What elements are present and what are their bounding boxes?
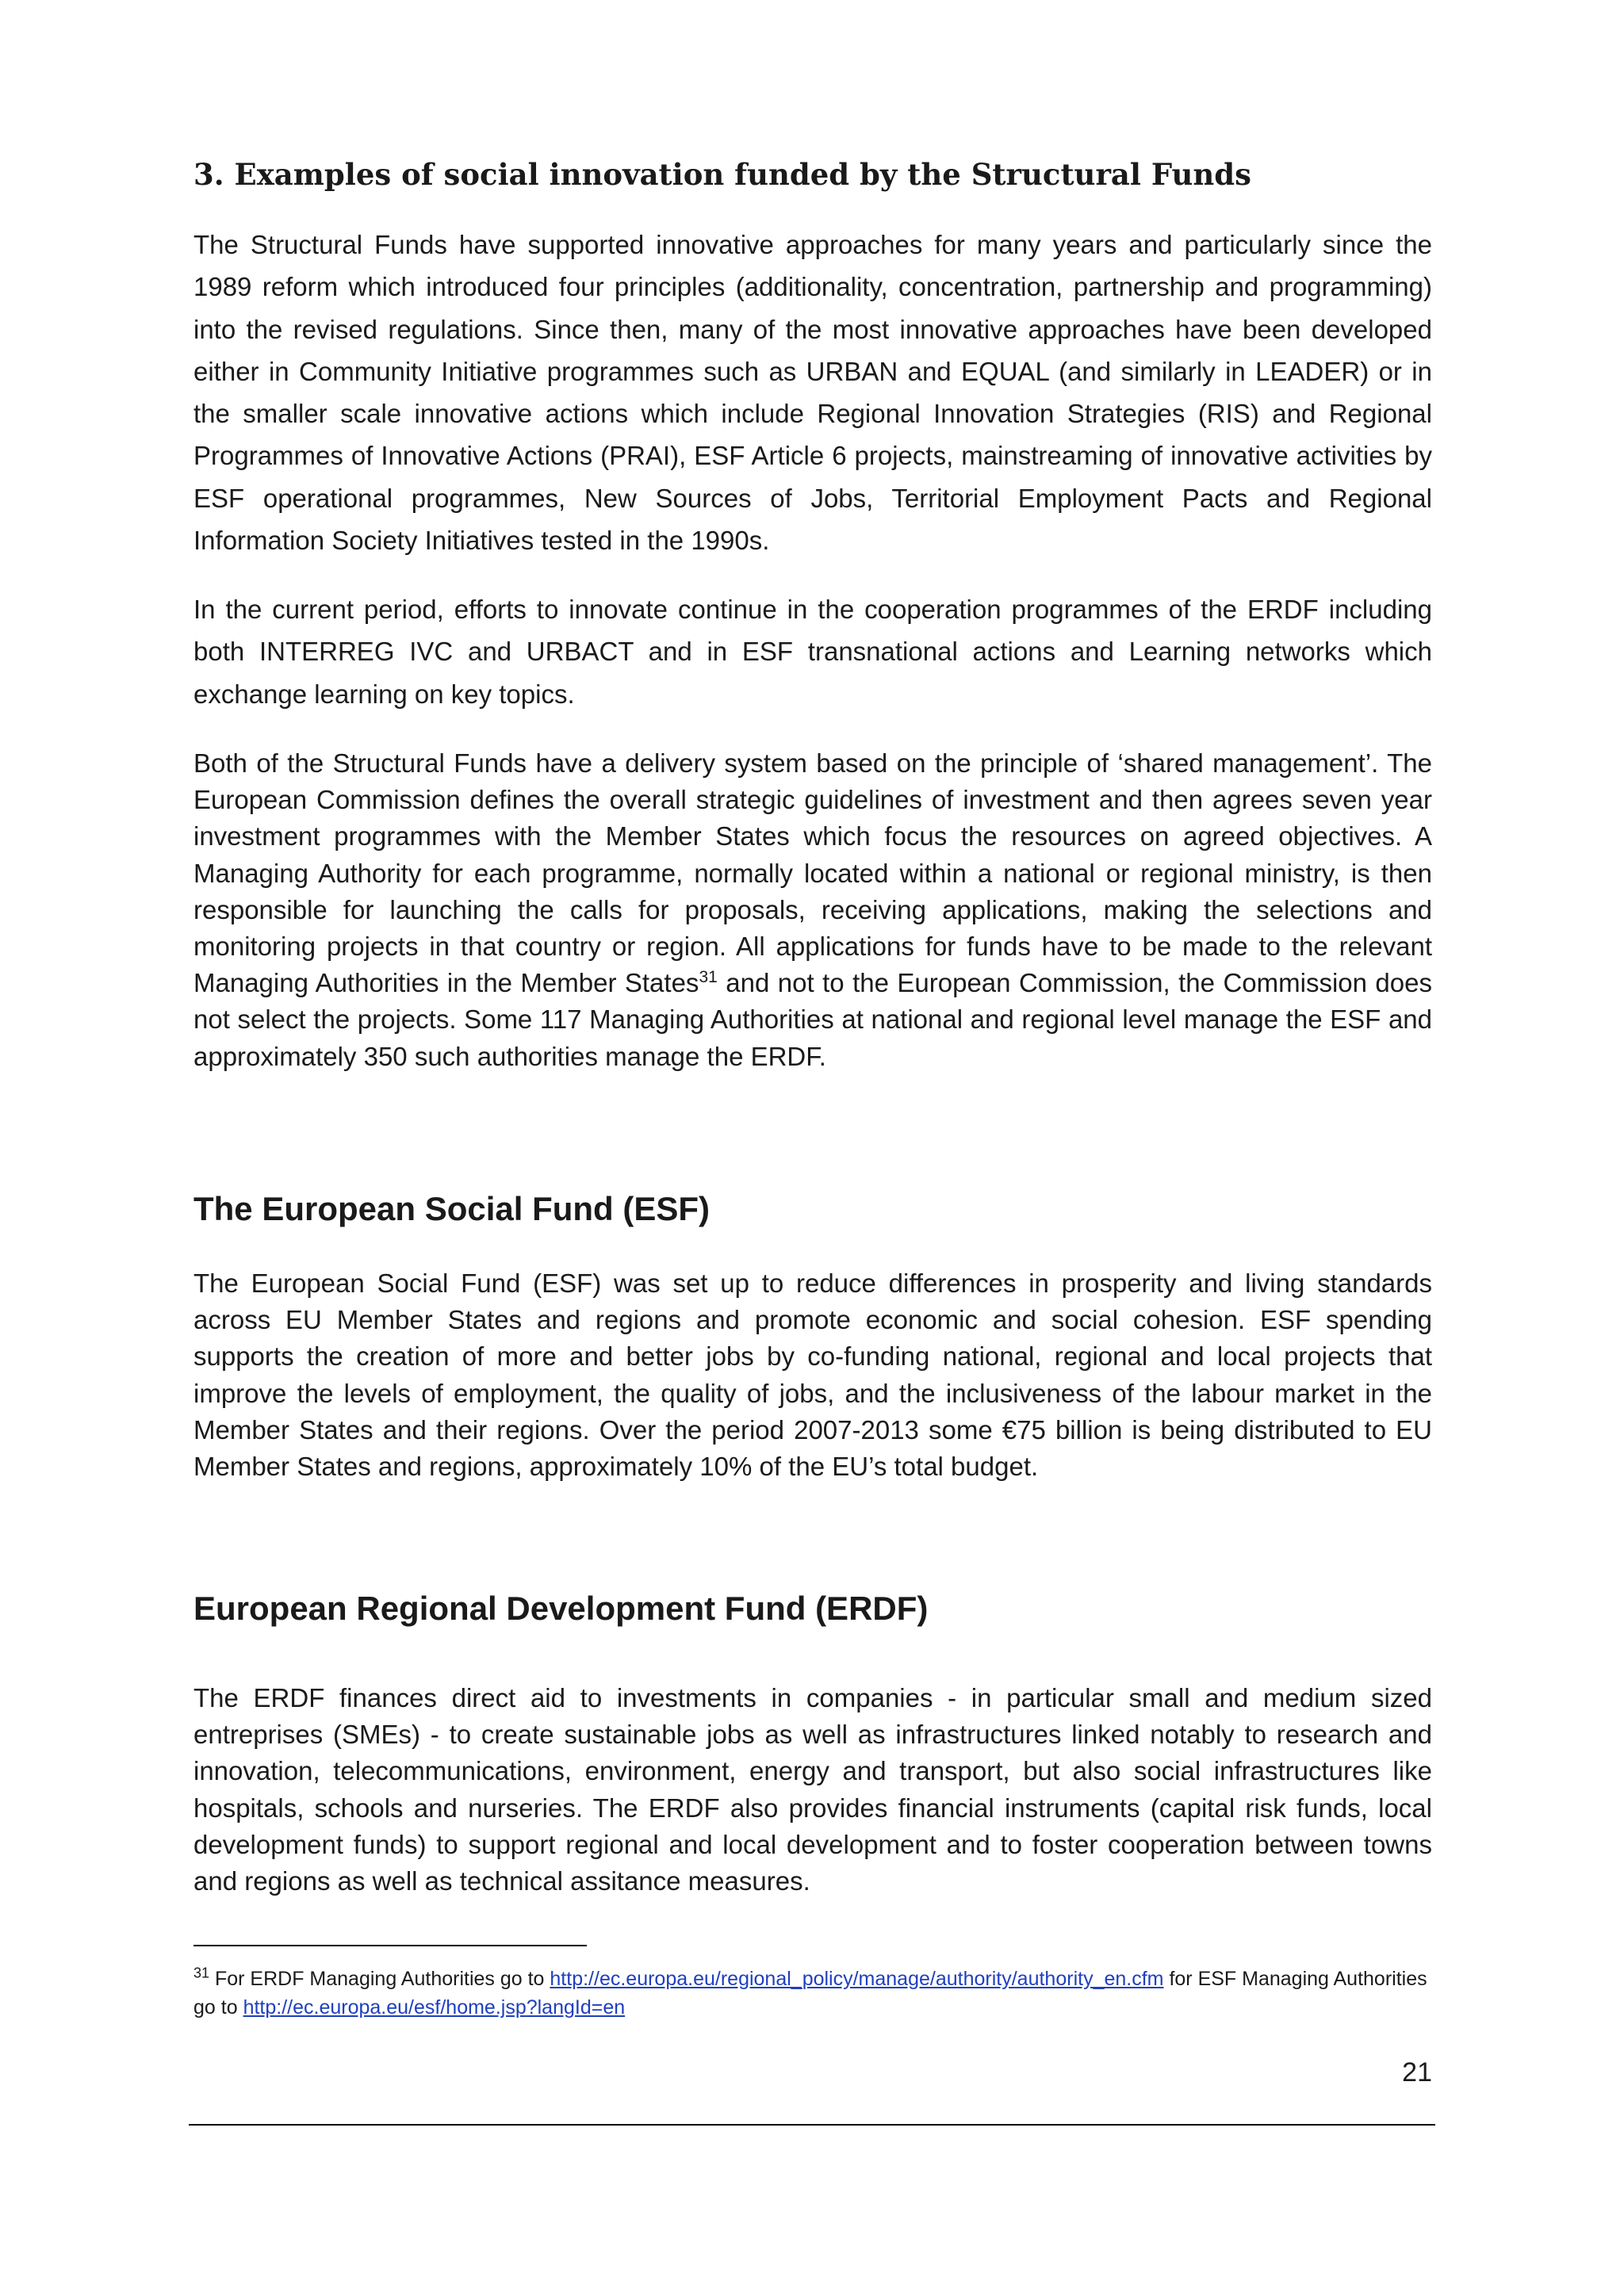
section-3-paragraph-1-block [193,224,1432,561]
esf-heading: The European Social Fund (ESF) [193,1190,710,1227]
footnote-31 [193,1965,1432,2022]
section-3-paragraph-3-block [193,745,1432,1075]
footnote-block [193,1965,1432,2022]
esf-paragraph: The European Social Fund (ESF) was set up to reduce differences in prosperity and living standards across EU Member States and regions and promote economic and social cohesion. ESF spending supports the creation of more and better jobs by co-funding national, regional and local projects that improve the levels of employment, the quality of jobs, and the inclusiveness of the labour market in the Member States and their regions. Over the period 2007-2013 some €75 billion is being distributed to EU Member States and regions, approximately 10% of the EU’s total budget. [193,1269,1432,1482]
esf-paragraph-block [193,1265,1432,1485]
erdf-heading: European Regional Development Fund (ERDF) [193,1590,929,1627]
section-3-paragraph-3 [193,745,1432,1075]
erdf-paragraph: The ERDF finances direct aid to investments in companies - in particular small and medium sized entreprises (SMEs) - to create sustainable jobs as well as infrastructures linked notably to research and innovation, telecommunications, environment, energy and transport, but also social infrastructures like hospitals, schools and nurseries. The ERDF also provides financial instruments (capital risk funds, local development funds) to support regional and local development and to foster cooperation between towns and regions as well as technical assitance measures. [193,1683,1432,1896]
page-bottom-rule [189,2124,1435,2126]
section-3-paragraph-1: The Structural Funds have supported innovative approaches for many years and particularly since the 1989 reform which introduced four principles (additionality, concentration, partnership and programming) into the revised regulations. Since then, many of the most innovative approaches have been developed either in Community Initiative programmes such as URBAN and EQUAL (and similarly in LEADER) or in the smaller scale innovative actions which include Regional Innovation Strategies (RIS) and Regional Programmes of Innovative Actions (PRAI), ESF Article 6 projects, mainstreaming of innovative activities by ESF operational programmes, New Sources of Jobs, Territorial Employment Pacts and Regional Information Society Initiatives tested in the 1990s. [193,230,1432,556]
section-3-heading-block [193,155,1432,193]
erdf-authorities-link[interactable]: http://ec.europa.eu/regional_policy/manage/authority/authority_en.cfm [550,1968,1164,1990]
page-number: 21 [1402,2057,1432,2087]
erdf-paragraph-block [193,1680,1432,1900]
footnote-number: 31 [193,1965,210,1981]
section-3-paragraph-2: In the current period, efforts to innovate continue in the cooperation programmes of the ERDF including both INTERREG IVC and URBACT and in ESF transnational actions and Learning networks which exchange learning on key topics. [193,595,1432,709]
paragraph-3-text-start: Both of the Structural Funds have a delivery system based on the principle of ‘shared management’. The European Commission defines the overall strategic guidelines of investment and then agrees seven year investment programmes with the Member States which focus the resources on agreed objectives. A Managing Authority for each programme, normally located within a national or regional ministry, is then responsible for launching the calls for proposals, receiving applications, making the selections and monitoring projects in that country or region. All applications for funds have to be made to the relevant Managing Authorities in the Member States [193,748,1432,998]
erdf-heading-block [193,1587,1432,1630]
footnote-reference-31[interactable]: 31 [699,968,718,987]
section-3-heading: 3. Examples of social innovation funded by the Structural Funds [193,157,1251,192]
footnote-text-middle: for ESF Managing Authorities go to [193,1968,1427,2019]
esf-home-link[interactable]: http://ec.europa.eu/esf/home.jsp?langId=en [243,1996,626,2019]
section-3-paragraph-2-block [193,588,1432,715]
paragraph-3-text-end: and not to the European Commission, the Commission does not select the projects. Some 117 Managing Authorities at national and regional level manage the ESF and approximately 350 such authorities manage the ERDF. [193,968,1432,1071]
footnote-separator [193,1945,587,1946]
esf-heading-block [193,1188,1432,1230]
footnote-text-start: For ERDF Managing Authorities go to [209,1968,550,1990]
